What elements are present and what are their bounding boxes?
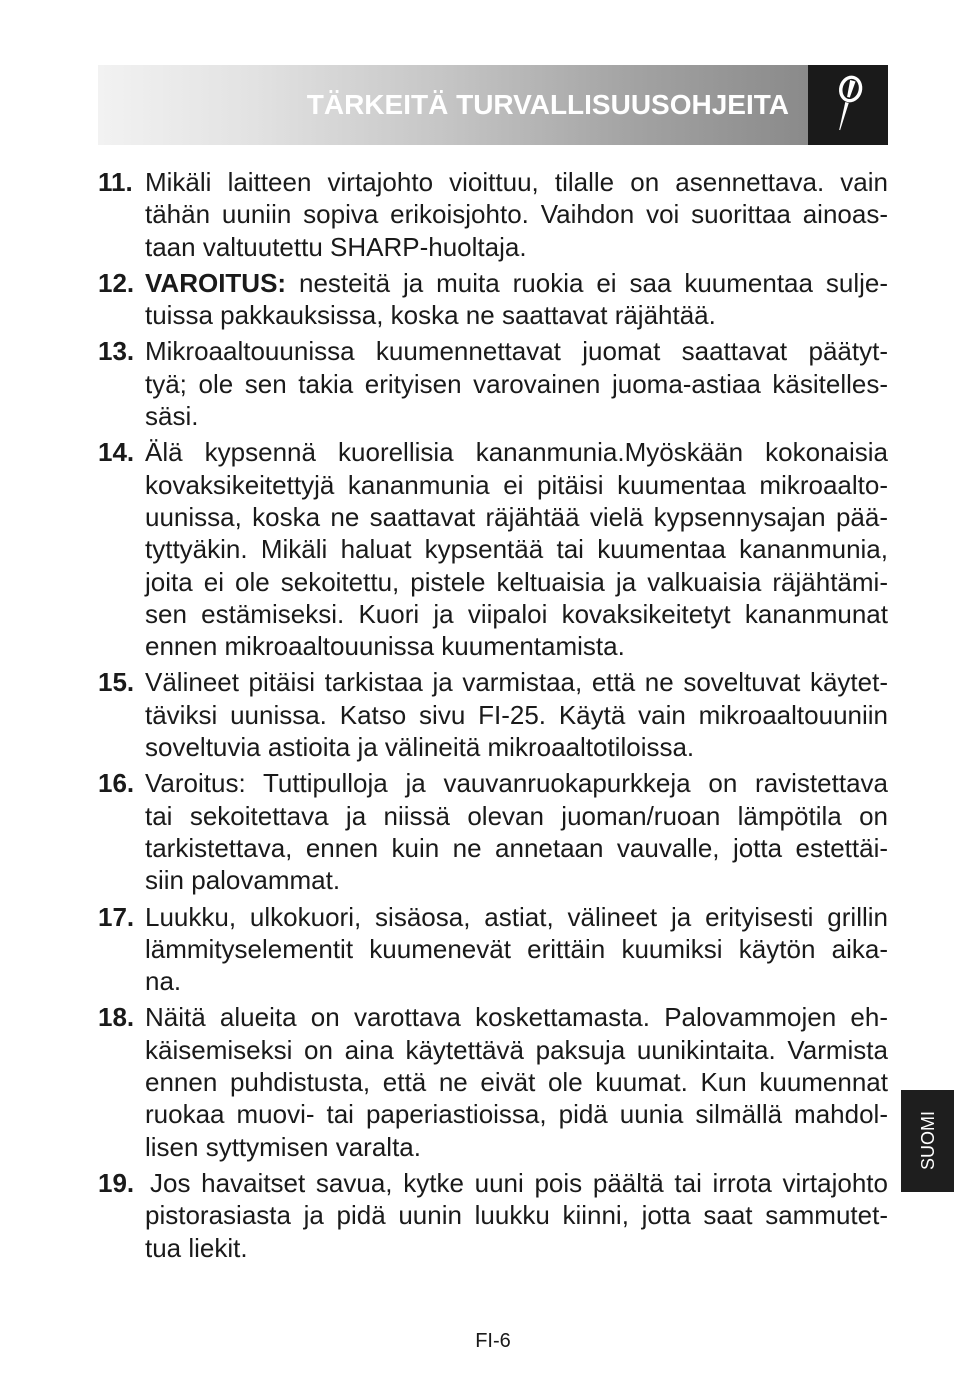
item-13-line-1: Mikroaaltouunissa kuumennettavat juomat saattavat päätyt-: [145, 336, 888, 367]
item-number: 15.: [98, 667, 135, 698]
item-14-line-2: kovaksikeitettyjä kananmunia ei pitäisi kuumentaa mikroaalto-: [145, 469, 888, 500]
item-19-line-3: tua liekit.: [145, 1232, 248, 1263]
item-13-line-2: tyä; ole sen takia erityisen varovainen juoma-astiaa käsitelles-: [145, 368, 888, 399]
list-item-15: [98, 666, 888, 763]
item-18-line-2: käisemiseksi on aina käytettävä paksuja uunikintaita. Varmista: [145, 1034, 888, 1065]
item-number: 13.: [98, 336, 135, 367]
list-item-12: [98, 267, 888, 332]
item-11-line-1: Mikäli laitteen virtajohto vioittuu, tilalle on asennettava. vain: [145, 167, 888, 197]
safety-instructions-list: [98, 166, 888, 1268]
exclamation-icon: [808, 65, 888, 145]
item-text: [145, 767, 888, 896]
item-text: [145, 1001, 888, 1162]
item-text: [145, 436, 888, 662]
item-18-line-5: lisen syttymisen varalta.: [145, 1131, 421, 1162]
item-12-line-2: tuissa pakkauksissa, koska ne saattavat räjähtää.: [145, 300, 716, 331]
warning-badge: [808, 65, 888, 145]
list-item-17: [98, 901, 888, 998]
language-tab-label: SUOMI: [917, 1111, 938, 1171]
item-12-line-1-text: nesteitä ja muita ruokia ei saa kuumentaa sulje-: [299, 267, 888, 298]
language-tab: [901, 1090, 954, 1192]
item-15-line-1: Välineet pitäisi tarkistaa ja varmistaa, että ne soveltuvat käytet-: [145, 667, 888, 698]
item-number: 19.: [98, 1167, 135, 1198]
item-14-line-7: ennen mikroaaltouunissa kuumentamista.: [145, 631, 625, 662]
item-15-line-3: soveltuvia astioita ja välineitä mikroaaltotiloissa.: [145, 732, 695, 763]
item-14-line-6: sen estämiseksi. Kuori ja viipaloi kovaksikeitetyt kananmunat: [145, 598, 888, 629]
item-12-line-1: [145, 267, 888, 299]
section-title: TÄRKEITÄ TURVALLISUUSOHJEITA: [306, 89, 789, 120]
item-16-line-2: tai sekoitettava ja niissä olevan juoman/ruoan lämpötila on: [145, 800, 888, 831]
item-14-line-3: uunissa, koska ne saattavat räjähtää vielä kypsennysajan pää-: [145, 501, 888, 532]
item-14-line-1: Älä kypsennä kuorellisia kananmunia.Myöskään kokonaisia: [145, 437, 888, 468]
item-11-line-2: tähän uuniin sopiva erikoisjohto. Vaihdon voi suorittaa ainoas-: [145, 199, 888, 230]
item-14-line-5: joita ei ole sekoitettu, pistele keltuaisia ja valkuaisia räjähtämi-: [145, 566, 888, 597]
item-text: [145, 1167, 888, 1264]
item-17-line-1: Luukku, ulkokuori, sisäosa, astiat, välineet ja erityisesti grillin: [145, 901, 888, 932]
item-19-line-1: Jos havaitset savua, kytke uuni pois päältä tai irrota virtajohto: [150, 1167, 888, 1198]
item-number: 12.: [98, 267, 135, 298]
item-17-line-3: na.: [145, 966, 182, 997]
item-18-line-1: Näitä alueita on varottava koskettamasta. Palovammojen eh-: [145, 1002, 888, 1033]
section-header: [98, 65, 808, 145]
item-text: [145, 901, 888, 998]
item-17-line-2: lämmityselementit kuumenevät erittäin kuumiksi käytön aika-: [145, 933, 888, 964]
list-item-13: [98, 335, 888, 432]
list-item-11: [98, 166, 888, 263]
item-14-line-4: tyttyäkin. Mikäli haluat kypsentää tai kuumentaa kananmunia,: [145, 534, 888, 565]
item-13-line-3: säsi.: [145, 401, 199, 432]
item-15-line-2: täviksi uunissa. Katso sivu FI-25. Käytä vain mikroaaltouuniin: [145, 699, 888, 730]
item-number: 18.: [98, 1002, 135, 1033]
item-text: [145, 335, 888, 432]
item-text: [145, 166, 888, 263]
item-18-line-3: ennen puhdistusta, että ne eivät ole kuumat. Kun kuumennat: [145, 1067, 888, 1098]
page-number: FI-6: [475, 1330, 511, 1352]
item-16-line-3: tarkistettava, ennen kuin ne annetaan vauvalle, jotta estettäi-: [145, 832, 888, 863]
item-text: [145, 267, 888, 332]
item-number: 11.: [98, 167, 133, 197]
item-11-line-3: taan valtuutettu SHARP-huoltaja.: [145, 231, 527, 262]
warning-lead: VAROITUS:: [145, 267, 287, 298]
list-item-16: [98, 767, 888, 896]
list-item-19: [98, 1167, 888, 1264]
item-number: 16.: [98, 768, 135, 799]
item-18-line-4: ruokaa muovi- tai paperiastioissa, pidä uunia silmällä mahdol-: [145, 1099, 888, 1130]
item-number: 17.: [98, 901, 135, 932]
item-19-line-2: pistorasiasta ja pidä uunin luukku kiinni, jotta saat sammutet-: [145, 1200, 888, 1231]
item-16-line-1: Varoitus: Tuttipulloja ja vauvanruokapurkkeja on ravistettava: [145, 768, 888, 799]
item-text: [145, 666, 888, 763]
list-item-18: [98, 1001, 888, 1162]
item-number: 14.: [98, 437, 135, 468]
list-item-14: [98, 436, 888, 662]
item-16-line-4: siin palovammat.: [145, 865, 341, 896]
